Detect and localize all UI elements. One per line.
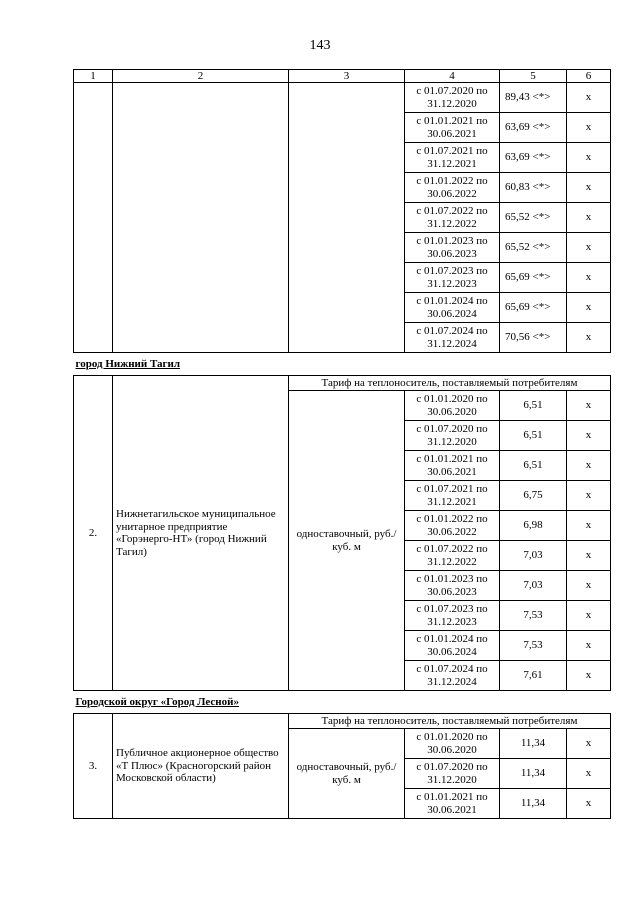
column-6-cell: х bbox=[567, 661, 611, 691]
value-cell: 6,51 bbox=[500, 451, 567, 481]
value-cell: 7,53 bbox=[500, 601, 567, 631]
value-cell: 60,83 <*> bbox=[500, 173, 567, 203]
empty-kind-cell bbox=[289, 83, 405, 353]
page-number: 143 bbox=[309, 38, 331, 53]
organization-name: Публичное акционерное общество «Т Плюс» (Красногорский район Московской области) bbox=[113, 714, 289, 819]
column-6-cell: х bbox=[567, 203, 611, 233]
column-6-cell: х bbox=[567, 541, 611, 571]
period-cell: с 01.07.2024 по 31.12.2024 bbox=[405, 323, 500, 353]
column-6-cell: х bbox=[567, 451, 611, 481]
period-cell: с 01.01.2021 по 30.06.2021 bbox=[405, 451, 500, 481]
tariff-title: Тариф на теплоноситель, поставляемый потребителям bbox=[289, 376, 611, 391]
column-6-cell: х bbox=[567, 143, 611, 173]
tariff-table-body bbox=[74, 70, 611, 819]
value-cell: 7,03 bbox=[500, 541, 567, 571]
column-6-cell: х bbox=[567, 421, 611, 451]
column-number: 4 bbox=[405, 70, 500, 83]
column-number: 5 bbox=[500, 70, 567, 83]
empty-number-cell bbox=[74, 83, 113, 353]
section-title: Городской округ «Город Лесной» bbox=[74, 691, 611, 714]
period-cell: с 01.07.2020 по 31.12.2020 bbox=[405, 759, 500, 789]
value-cell: 6,75 bbox=[500, 481, 567, 511]
section-title: город Нижний Тагил bbox=[74, 353, 611, 376]
column-6-cell: х bbox=[567, 83, 611, 113]
period-cell: с 01.07.2023 по 31.12.2023 bbox=[405, 263, 500, 293]
column-number: 3 bbox=[289, 70, 405, 83]
column-6-cell: х bbox=[567, 789, 611, 819]
row-number: 3. bbox=[74, 714, 113, 819]
row-number: 2. bbox=[74, 376, 113, 691]
value-cell: 65,52 <*> bbox=[500, 233, 567, 263]
column-number: 2 bbox=[113, 70, 289, 83]
period-cell: с 01.01.2020 по 30.06.2020 bbox=[405, 391, 500, 421]
value-cell: 6,98 bbox=[500, 511, 567, 541]
organization-name: Нижнетагильское муниципальное унитарное предприятие «Горэнерго-НТ» (город Нижний Тагил) bbox=[113, 376, 289, 691]
column-6-cell: х bbox=[567, 511, 611, 541]
column-6-cell: х bbox=[567, 233, 611, 263]
column-6-cell: х bbox=[567, 391, 611, 421]
value-cell: 11,34 bbox=[500, 759, 567, 789]
period-cell: с 01.01.2022 по 30.06.2022 bbox=[405, 173, 500, 203]
value-cell: 89,43 <*> bbox=[500, 83, 567, 113]
tariff-title-row bbox=[74, 376, 611, 391]
section-header-row bbox=[74, 353, 611, 376]
tariff-title-row bbox=[74, 714, 611, 729]
value-cell: 65,52 <*> bbox=[500, 203, 567, 233]
period-cell: с 01.01.2020 по 30.06.2020 bbox=[405, 729, 500, 759]
period-cell: с 01.01.2021 по 30.06.2021 bbox=[405, 789, 500, 819]
column-6-cell: х bbox=[567, 759, 611, 789]
column-6-cell: х bbox=[567, 481, 611, 511]
value-cell: 6,51 bbox=[500, 421, 567, 451]
value-cell: 65,69 <*> bbox=[500, 263, 567, 293]
period-cell: с 01.07.2022 по 31.12.2022 bbox=[405, 203, 500, 233]
period-cell: с 01.07.2020 по 31.12.2020 bbox=[405, 421, 500, 451]
value-cell: 63,69 <*> bbox=[500, 143, 567, 173]
value-cell: 7,61 bbox=[500, 661, 567, 691]
period-cell: с 01.01.2021 по 30.06.2021 bbox=[405, 113, 500, 143]
column-6-cell: х bbox=[567, 631, 611, 661]
column-6-cell: х bbox=[567, 263, 611, 293]
period-cell: с 01.07.2020 по 31.12.2020 bbox=[405, 83, 500, 113]
tariff-title: Тариф на теплоноситель, поставляемый потребителям bbox=[289, 714, 611, 729]
value-cell: 6,51 bbox=[500, 391, 567, 421]
column-6-cell: х bbox=[567, 601, 611, 631]
column-number: 1 bbox=[74, 70, 113, 83]
period-cell: с 01.01.2023 по 30.06.2023 bbox=[405, 571, 500, 601]
tariff-table bbox=[73, 69, 611, 819]
period-cell: с 01.01.2023 по 30.06.2023 bbox=[405, 233, 500, 263]
column-number-row bbox=[74, 70, 611, 83]
value-cell: 63,69 <*> bbox=[500, 113, 567, 143]
value-cell: 65,69 <*> bbox=[500, 293, 567, 323]
column-6-cell: х bbox=[567, 729, 611, 759]
period-cell: с 01.01.2024 по 30.06.2024 bbox=[405, 293, 500, 323]
value-cell: 7,53 bbox=[500, 631, 567, 661]
value-cell: 11,34 bbox=[500, 789, 567, 819]
column-6-cell: х bbox=[567, 173, 611, 203]
value-cell: 70,56 <*> bbox=[500, 323, 567, 353]
period-cell: с 01.07.2024 по 31.12.2024 bbox=[405, 661, 500, 691]
column-6-cell: х bbox=[567, 323, 611, 353]
value-cell: 11,34 bbox=[500, 729, 567, 759]
column-6-cell: х bbox=[567, 293, 611, 323]
value-cell: 7,03 bbox=[500, 571, 567, 601]
tariff-kind: одноставочный, руб./куб. м bbox=[289, 391, 405, 691]
section-header-row bbox=[74, 691, 611, 714]
period-cell: с 01.01.2024 по 30.06.2024 bbox=[405, 631, 500, 661]
column-number: 6 bbox=[567, 70, 611, 83]
column-6-cell: х bbox=[567, 571, 611, 601]
tariff-row bbox=[74, 83, 611, 113]
period-cell: с 01.07.2021 по 31.12.2021 bbox=[405, 143, 500, 173]
period-cell: с 01.07.2022 по 31.12.2022 bbox=[405, 541, 500, 571]
period-cell: с 01.07.2023 по 31.12.2023 bbox=[405, 601, 500, 631]
empty-organization-cell bbox=[113, 83, 289, 353]
column-6-cell: х bbox=[567, 113, 611, 143]
period-cell: с 01.07.2021 по 31.12.2021 bbox=[405, 481, 500, 511]
tariff-kind: одноставочный, руб./куб. м bbox=[289, 729, 405, 819]
period-cell: с 01.01.2022 по 30.06.2022 bbox=[405, 511, 500, 541]
